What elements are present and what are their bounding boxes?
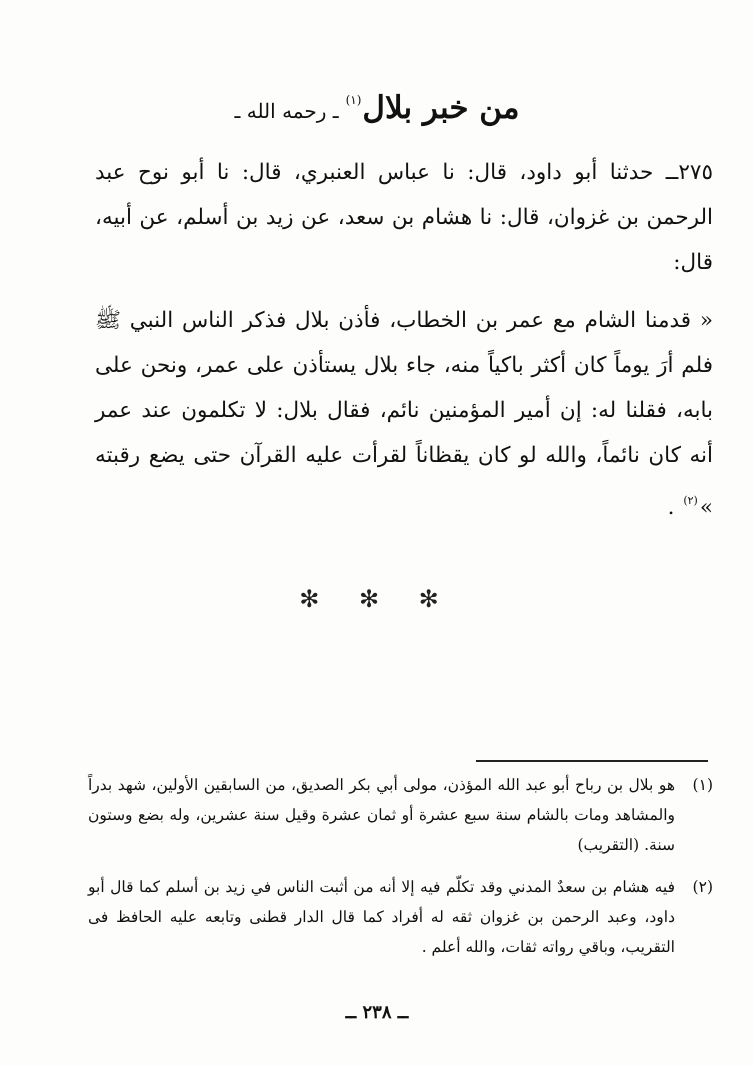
footnote-2-number: (٢) — [692, 878, 713, 896]
section-separator-stars: ✻ ✻ ✻ — [299, 585, 455, 613]
footnote-1 — [88, 770, 713, 860]
hadith-275-paragraph — [95, 150, 713, 285]
footnote-2-text: فيه هشام بن سعدٌ المدني وقد تكلّم فيه إلا أنه من أثبت الناس في زيد بن أسلم كما قال أبو داود، وعبد الرحمن بن غزوان ثقه له أفراد كما قال الدار قطنى وتابعه عليه الحافظ فى التقريب، وباقي رواته ثقات، والله أعلم . — [88, 878, 675, 956]
chapter-title-suffix: ـ رحمه الله ـ — [234, 99, 339, 123]
footnote-divider — [476, 760, 708, 762]
hadith-quote-paragraph — [95, 298, 713, 530]
quote-footnote-ref[interactable]: (٢) — [683, 494, 698, 507]
quote-end-mark: . — [667, 495, 675, 520]
hadith-quote-text: « قدمنا الشام مع عمر بن الخطاب، فأذن بلال فذكر الناس النبي ﷺ فلم أرَ يوماً كان أكثر باكياً منه، جاء بلال يستأذن على عمر، ونحن على بابه، فقلنا له: إن أمير المؤمنين نائم، فقال بلال: لا تكلمون عند عمر أنه كان نائماً، والله لو كان يقظاناً لقرأت عليه القرآن حتى يضع رقبته » — [95, 308, 713, 520]
chapter-title — [0, 78, 754, 133]
chapter-title-footnote-ref[interactable]: (١) — [345, 93, 362, 107]
footnote-1-number: (١) — [692, 776, 713, 794]
hadith-275-text: ٢٧٥ــ حدثنا أبو داود، قال: نا عباس العنبري، قال: نا أبو نوح عبد الرحمن بن غزوان، قال: نا هشام بن سعد، عن زيد بن أسلم، عن أبيه، قال: — [95, 160, 713, 275]
page-number: ــ ٢٣٨ ــ — [345, 1002, 409, 1023]
footnote-2 — [88, 872, 713, 962]
chapter-title-main: من خبر بلال — [362, 90, 520, 126]
footnote-1-text: هو بلال بن رباح أبو عبد الله المؤذن، مولى أبي بكر الصديق، من السابقين الأولين، شهد بدراً والمشاهد ومات بالشام سنة سبع عشرة أو ثمان عشرة وقيل سنة عشرين، وله بضع وستون سنة. (التقريب) — [88, 776, 675, 854]
